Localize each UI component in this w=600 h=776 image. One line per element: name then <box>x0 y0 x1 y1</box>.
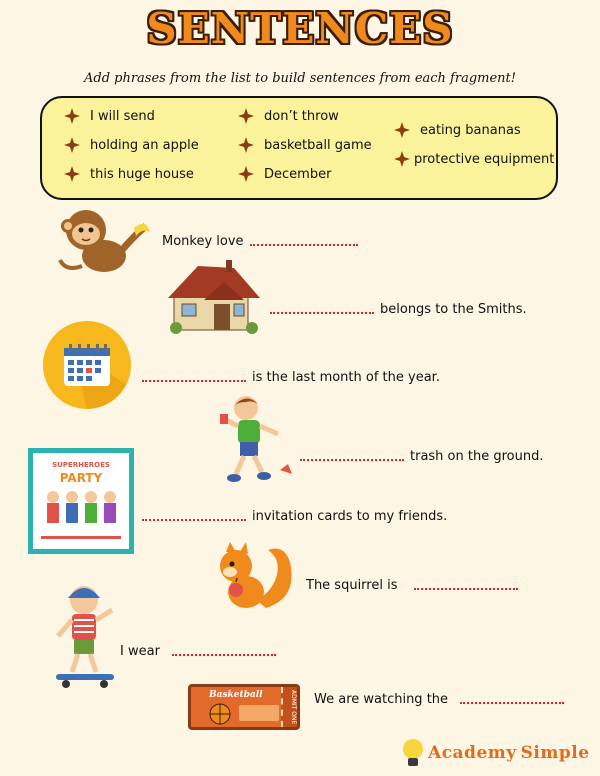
monkey-illustration <box>56 204 152 276</box>
card-divider <box>41 536 121 539</box>
word-item <box>238 108 339 124</box>
word-item <box>64 108 155 124</box>
word-label: eating bananas <box>420 122 521 138</box>
logo-academy: Academy <box>428 743 517 763</box>
sentence-text: I wear <box>120 644 160 659</box>
word-label: protective equipment <box>414 151 555 167</box>
skateboarder-illustration <box>50 576 126 694</box>
page-title: SENTENCES <box>146 4 454 53</box>
party-invitation-card <box>28 448 134 554</box>
party-card-line1: SUPERHEROES <box>52 461 110 469</box>
ticket-stub: ADMIT ONE <box>281 687 297 727</box>
answer-blank[interactable] <box>142 370 246 382</box>
superheroes-illustration <box>41 489 121 533</box>
sentence-5 <box>142 509 447 524</box>
answer-blank[interactable] <box>414 578 518 590</box>
word-item <box>238 137 372 153</box>
leaf-icon <box>394 122 410 138</box>
word-item <box>64 137 199 153</box>
boy-throwing-illustration <box>216 394 298 490</box>
answer-blank[interactable] <box>270 302 374 314</box>
word-label: this huge house <box>90 166 194 182</box>
leaf-icon <box>394 151 410 167</box>
answer-blank[interactable] <box>142 509 246 521</box>
word-label: December <box>264 166 332 182</box>
leaf-icon <box>238 137 254 153</box>
sentence-text: belongs to the Smiths. <box>380 302 527 317</box>
ticket-detail <box>239 705 279 721</box>
sentence-2 <box>270 302 527 317</box>
sentence-6 <box>306 578 518 593</box>
answer-blank[interactable] <box>172 644 276 656</box>
word-item <box>238 166 331 182</box>
answer-blank[interactable] <box>250 234 358 246</box>
party-card-line2: PARTY <box>59 471 103 485</box>
leaf-icon <box>64 137 80 153</box>
sentence-3 <box>142 370 440 385</box>
leaf-icon <box>238 166 254 182</box>
calendar-icon <box>42 320 132 410</box>
leaf-icon <box>64 108 80 124</box>
word-list-box <box>40 96 558 200</box>
academy-simple-logo <box>402 738 590 768</box>
lightbulb-icon <box>402 738 424 768</box>
word-item <box>394 151 554 167</box>
sentence-7 <box>120 644 276 659</box>
sentence-text: Monkey love <box>162 234 244 249</box>
answer-blank[interactable] <box>300 449 404 461</box>
instructions: Add phrases from the list to build sentences from each fragment! <box>83 71 516 86</box>
word-label: I will send <box>90 108 155 124</box>
house-illustration <box>164 260 264 336</box>
word-item <box>394 122 521 138</box>
sentence-text: The squirrel is <box>306 578 398 593</box>
basketball-icon <box>209 703 231 725</box>
word-label: holding an apple <box>90 137 199 153</box>
sentence-8 <box>314 692 564 707</box>
sentence-text: invitation cards to my friends. <box>252 509 448 524</box>
party-card-inner <box>33 453 129 549</box>
logo-simple: Simple <box>520 743 590 763</box>
word-label: don’t throw <box>264 108 339 124</box>
sentence-text: is the last month of the year. <box>252 370 440 385</box>
sentence-4 <box>300 449 543 464</box>
basketball-ticket <box>188 684 300 730</box>
sentence-text: trash on the ground. <box>410 449 544 464</box>
answer-blank[interactable] <box>460 692 564 704</box>
word-item <box>64 166 194 182</box>
ticket-label: Basketball <box>209 690 263 700</box>
leaf-icon <box>64 166 80 182</box>
squirrel-illustration <box>206 538 298 614</box>
word-label: basketball game <box>264 137 372 153</box>
sentence-text: We are watching the <box>314 692 449 707</box>
sentence-1 <box>162 234 358 249</box>
leaf-icon <box>238 108 254 124</box>
